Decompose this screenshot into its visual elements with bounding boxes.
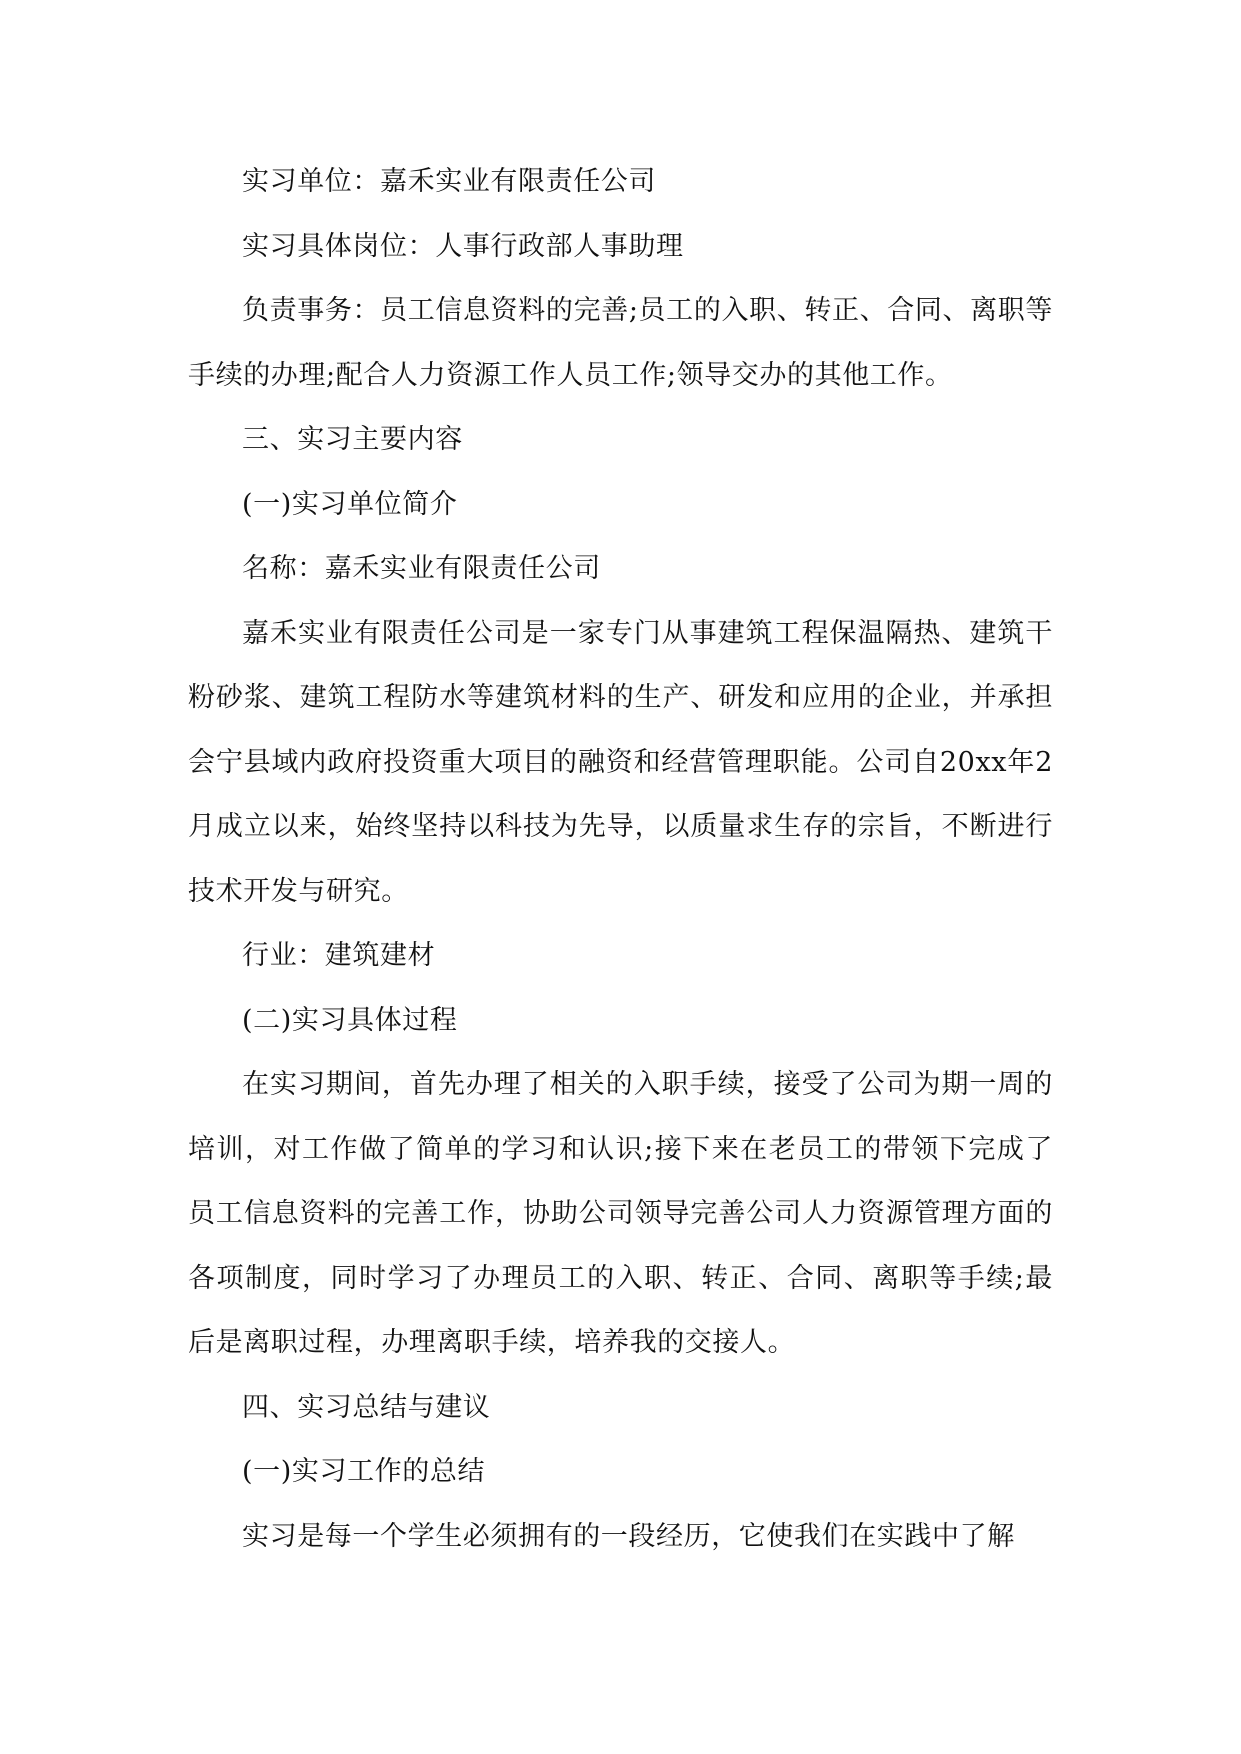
document-body bbox=[188, 150, 1053, 1569]
subsection-heading-work-summary: (一)实习工作的总结 bbox=[242, 1456, 486, 1487]
subsection-heading-process: (二)实习具体过程 bbox=[242, 1004, 458, 1036]
internship-process-paragraph: 在实习期间，首先办理了相关的入职手续，接受了公司为期一周的培训，对工作做了简单的学习和认识;接下来在老员工的带领下完成了员工信息资料的完善工作，协助公司领导完善公司人力资源管理方面的各项制度，同时学习了办理员工的入职、转正、合同、离职等手续;最后是离职过程，办理离职手续，培养我的交接人。 bbox=[188, 1069, 1053, 1358]
company-description-paragraph: 嘉禾实业有限责任公司是一家专门从事建筑工程保温隔热、建筑干粉砂浆、建筑工程防水等建筑材料的生产、研发和应用的企业，并承担会宁县域内政府投资重大项目的融资和经营管理职能。公司自20xx年2月成立以来，始终坚持以科技为先导，以质量求生存的宗旨，不断进行技术开发与研究。 bbox=[188, 617, 1053, 907]
internship-unit-line: 实习单位：嘉禾实业有限责任公司 bbox=[242, 166, 656, 197]
subsection-heading-company-profile: (一)实习单位简介 bbox=[242, 488, 458, 520]
responsibilities-paragraph: 负责事务：员工信息资料的完善;员工的入职、转正、合同、离职等手续的办理;配合人力资源工作人员工作;领导交办的其他工作。 bbox=[188, 295, 1053, 391]
industry-line: 行业：建筑建材 bbox=[242, 940, 436, 971]
company-name-line: 名称：嘉禾实业有限责任公司 bbox=[242, 553, 601, 584]
section-heading-summary: 四、实习总结与建议 bbox=[242, 1391, 491, 1423]
section-heading-main-content: 三、实习主要内容 bbox=[242, 424, 463, 455]
internship-position-line: 实习具体岗位：人事行政部人事助理 bbox=[242, 230, 684, 262]
summary-paragraph: 实习是每一个学生必须拥有的一段经历，它使我们在实践中了解 bbox=[242, 1520, 1015, 1552]
